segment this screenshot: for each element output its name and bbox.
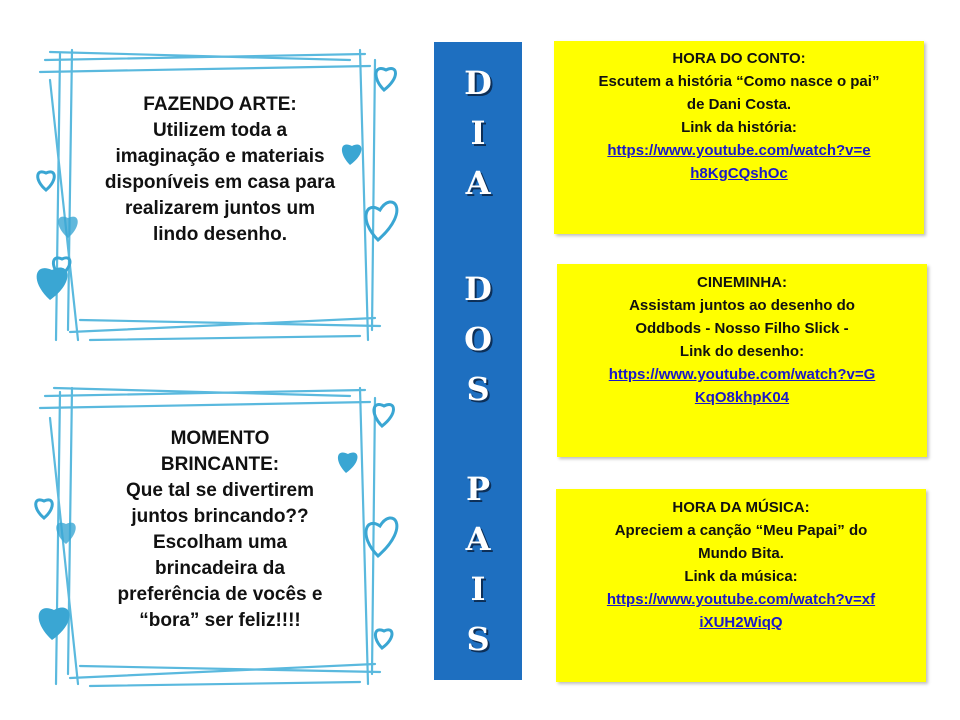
art-line: disponíveis em casa para <box>104 172 336 193</box>
art-title: FAZENDO ARTE: <box>143 94 297 115</box>
play-line: brincadeira da <box>155 558 285 579</box>
play-line: preferência de vocês e <box>117 584 323 605</box>
banner-letter: D <box>464 270 492 308</box>
music-box <box>556 489 926 682</box>
banner-letter: P <box>465 470 491 508</box>
story-time-box <box>554 41 924 234</box>
art-frame <box>20 40 420 350</box>
music-link-label: Link da música: <box>684 568 798 585</box>
story-link[interactable]: h8KgCQshOc <box>690 165 788 182</box>
art-text <box>90 92 350 248</box>
play-line: juntos brincando?? <box>131 506 309 527</box>
cinema-link-label: Link do desenho: <box>679 343 805 360</box>
story-link-label: Link da história: <box>681 119 797 136</box>
play-line: Escolham uma <box>152 532 288 553</box>
story-link[interactable]: https://www.youtube.com/watch?v=e <box>607 142 871 159</box>
dia-dos-pais-banner <box>434 42 522 680</box>
cinema-title: CINEMINHA: <box>697 274 787 291</box>
banner-letter: A <box>465 164 491 202</box>
music-line: Mundo Bita. <box>698 545 784 562</box>
story-line: de Dani Costa. <box>686 96 792 113</box>
play-line: “bora” ser feliz!!!! <box>139 610 301 631</box>
art-line: imaginação e materiais <box>115 146 325 167</box>
banner-letter: S <box>466 370 490 408</box>
play-text <box>90 426 350 634</box>
play-title: BRINCANTE: <box>160 454 280 475</box>
banner-letter: D <box>464 64 492 102</box>
story-title: HORA DO CONTO: <box>672 50 806 67</box>
music-line: Apreciem a canção “Meu Papai” do <box>614 522 868 539</box>
banner-letter: O <box>464 320 492 358</box>
story-line: Escutem a história “Como nasce o pai” <box>598 73 880 90</box>
play-frame <box>20 378 420 698</box>
play-line: Que tal se divertirem <box>126 480 314 501</box>
cinema-box <box>557 264 927 457</box>
banner-letter: I <box>470 570 486 608</box>
music-link[interactable]: https://www.youtube.com/watch?v=xf <box>606 591 876 608</box>
music-link[interactable]: iXUH2WiqQ <box>699 614 783 631</box>
banner-letter: I <box>470 114 486 152</box>
cinema-link[interactable]: https://www.youtube.com/watch?v=G <box>608 366 876 383</box>
cinema-line: Oddbods - Nosso Filho Slick - <box>635 320 849 337</box>
music-title: HORA DA MÚSICA: <box>672 499 810 516</box>
art-line: realizarem juntos um <box>124 198 316 219</box>
cinema-line: Assistam juntos ao desenho do <box>629 297 855 314</box>
banner-letter: A <box>465 520 491 558</box>
art-line: lindo desenho. <box>152 224 288 245</box>
art-line: Utilizem toda a <box>152 120 288 141</box>
banner-letter: S <box>466 620 490 658</box>
play-title: MOMENTO <box>170 428 270 449</box>
cinema-link[interactable]: KqO8khpK04 <box>694 389 790 406</box>
